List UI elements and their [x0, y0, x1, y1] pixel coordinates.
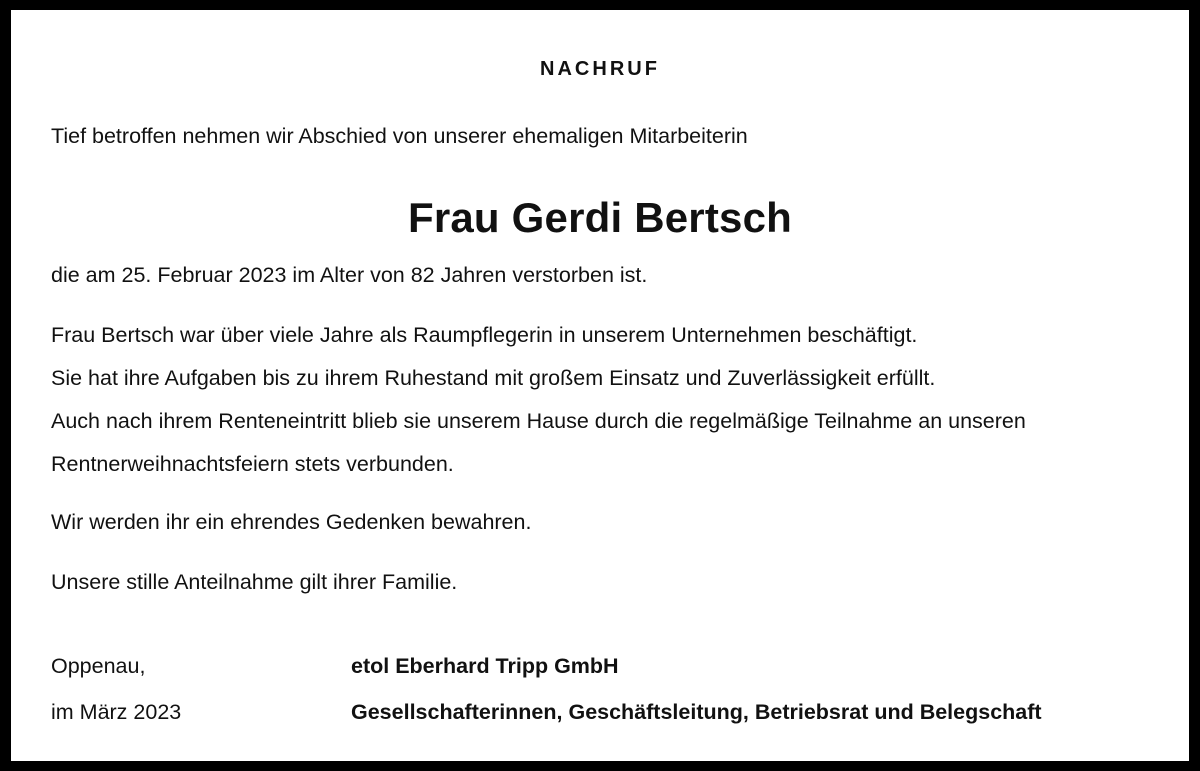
- body-line: Sie hat ihre Aufgaben bis zu ihrem Ruhestand mit großem Einsatz und Zuverlässigkeit erfüllt.: [51, 366, 936, 390]
- body-line: Auch nach ihrem Renteneintritt blieb sie unserem Hause durch die regelmäßige Teilnahme an unseren: [51, 409, 1026, 433]
- notice-heading: NACHRUF: [540, 58, 660, 80]
- body-line: Rentnerweihnachtsfeiern stets verbunden.: [51, 452, 454, 476]
- obituary-notice: [11, 10, 1189, 761]
- date-text: im März 2023: [51, 700, 182, 724]
- intro-text: Tief betroffen nehmen wir Abschied von unserer ehemaligen Mitarbeiterin: [51, 124, 748, 148]
- deceased-name: Frau Gerdi Bertsch: [407, 194, 793, 241]
- company-name: etol Eberhard Tripp GmbH: [351, 654, 619, 678]
- condolence-text: Unsere stille Anteilnahme gilt ihrer Familie.: [51, 570, 458, 594]
- death-date-text: die am 25. Februar 2023 im Alter von 82 Jahren verstorben ist.: [51, 263, 648, 287]
- remembrance-text: Wir werden ihr ein ehrendes Gedenken bewahren.: [51, 510, 532, 534]
- signatories-text: Gesellschafterinnen, Geschäftsleitung, Betriebsrat und Belegschaft: [351, 700, 1042, 724]
- place-text: Oppenau,: [51, 654, 146, 678]
- body-line: Frau Bertsch war über viele Jahre als Raumpflegerin in unserem Unternehmen beschäftigt.: [51, 323, 918, 347]
